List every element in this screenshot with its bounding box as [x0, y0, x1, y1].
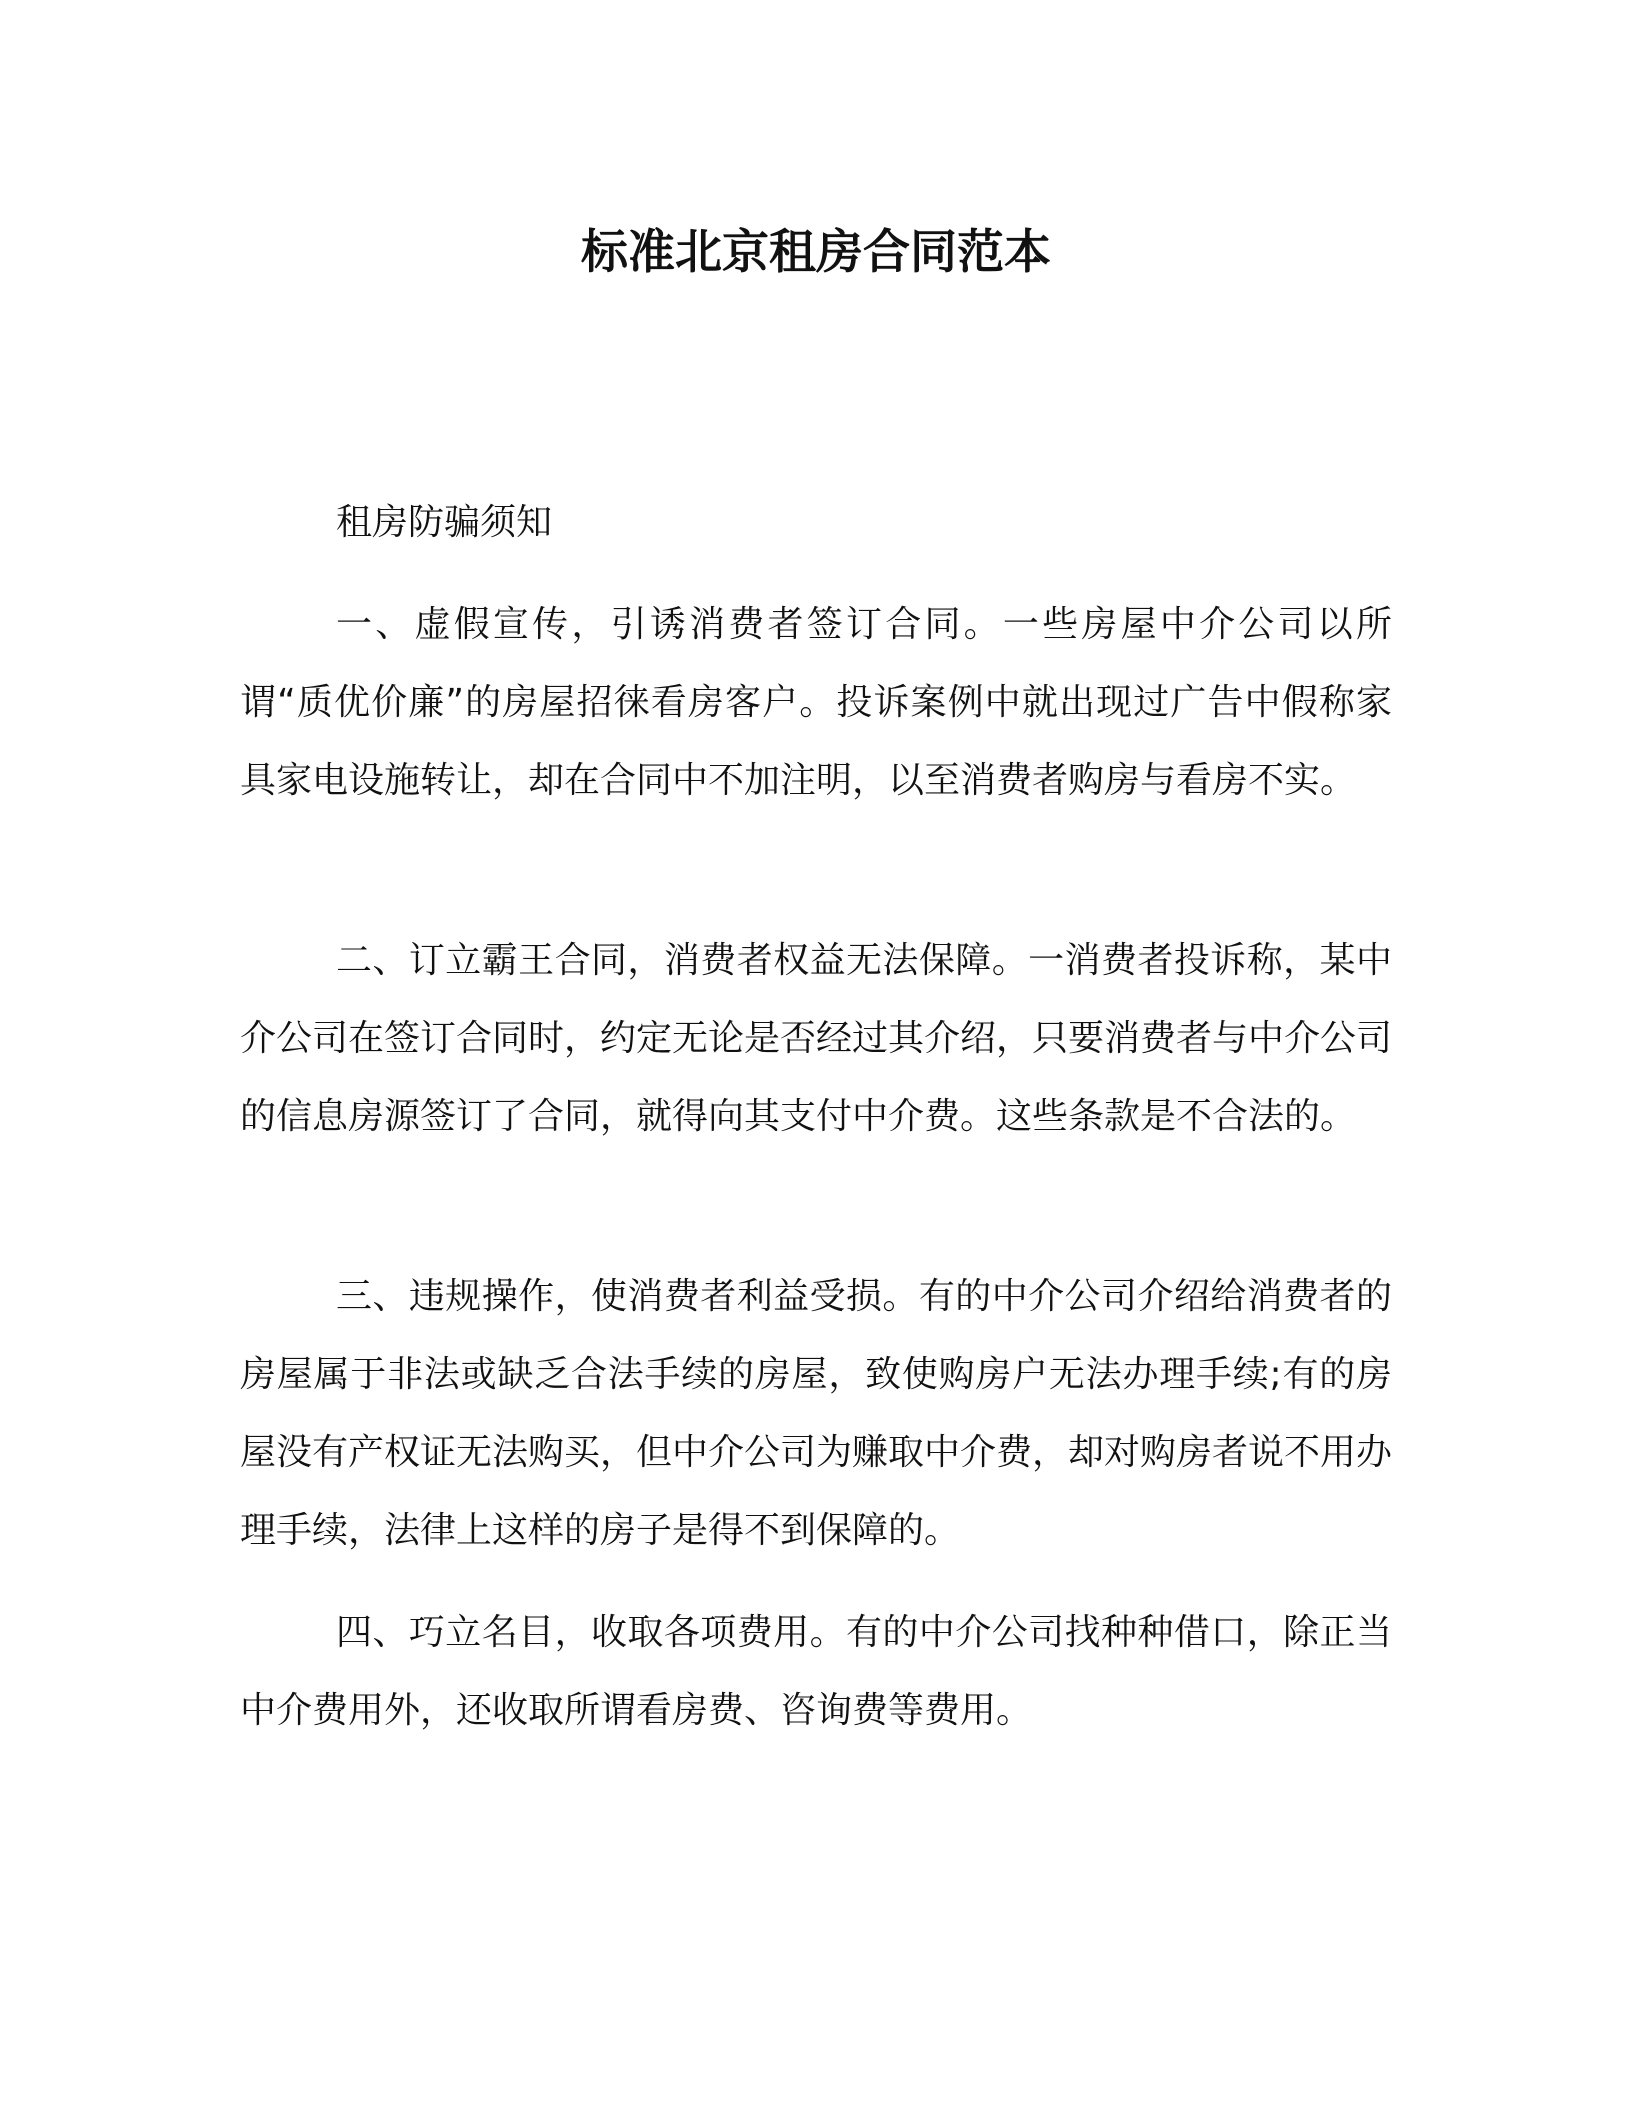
paragraph-2: 二、订立霸王合同，消费者权益无法保障。一消费者投诉称，某中介公司在签订合同时，约定无论是否经过其介绍，只要消费者与中介公司的信息房源签订了合同，就得向其支付中介费。这些条款是不合法的。: [240, 940, 1393, 1137]
paragraph-1: 一、虚假宣传，引诱消费者签订合同。一些房屋中介公司以所谓“质优价廉”的房屋招徕看房客户。投诉案例中就出现过广告中假称家具家电设施转让，却在合同中不加注明，以至消费者购房与看房不实。: [240, 604, 1392, 801]
document-title: 标准北京租房合同范本: [581, 225, 1051, 280]
paragraph-3: 三、违规操作，使消费者利益受损。有的中介公司介绍给消费者的房屋属于非法或缺乏合法手续的房屋，致使购房户无法办理手续;有的房屋没有产权证无法购买，但中介公司为赚取中介费，却对购房者说不用办理手续，法律上这样的房子是得不到保障的。: [240, 1276, 1393, 1551]
paragraph-4: 四、巧立名目，收取各项费用。有的中介公司找种种借口，除正当中介费用外，还收取所谓看房费、咨询费等费用。: [240, 1612, 1392, 1731]
section-heading: 租房防骗须知: [336, 502, 553, 543]
